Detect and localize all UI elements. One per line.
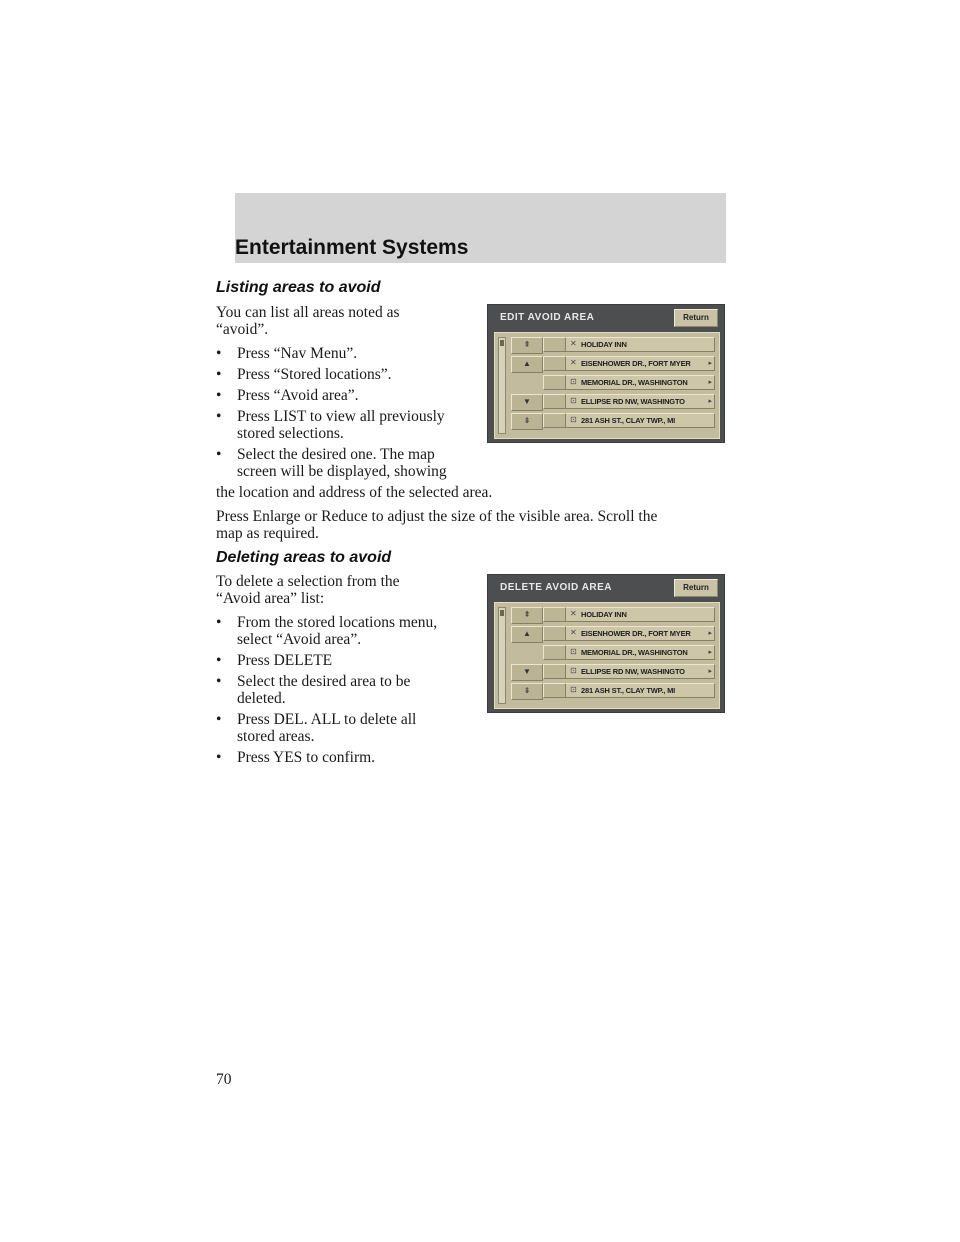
scroll-down-button[interactable]: ▼: [511, 664, 543, 681]
screen-title: EDIT AVOID AREA: [500, 312, 595, 323]
row-label: ELLIPSE RD NW, WASHINGTO: [581, 667, 685, 676]
bullet-text: Press YES to confirm.: [237, 749, 376, 766]
bullet-item: [216, 673, 437, 707]
row-select-key[interactable]: [543, 375, 566, 390]
screen-titlebar: [488, 305, 724, 331]
intro-line: You can list all areas noted as: [216, 304, 400, 321]
section1-continuation: the location and address of the selected area.: [216, 484, 493, 501]
bullet-text: Select the desired one. The map: [237, 446, 435, 463]
section-heading-listing: Listing areas to avoid: [216, 279, 381, 296]
page-header-title: Entertainment Systems: [235, 236, 469, 259]
bullet-text: screen will be displayed, showing: [237, 463, 447, 480]
bullet-item: [216, 446, 447, 480]
bullet-text: Press “Nav Menu”.: [237, 345, 358, 362]
bullet-item: [216, 749, 437, 766]
bullet-dot-icon: •: [216, 673, 222, 690]
row-select-key[interactable]: [543, 337, 566, 352]
scroll-up-button[interactable]: ▲: [511, 356, 543, 373]
bullet-text: From the stored locations menu,: [237, 614, 438, 631]
bullet-dot-icon: •: [216, 408, 222, 425]
scroll-up-button[interactable]: ▲: [511, 626, 543, 643]
area-icon: ⊡: [570, 377, 577, 386]
row-label: ELLIPSE RD NW, WASHINGTO: [581, 397, 685, 406]
avoid-icon: ✕: [570, 609, 577, 618]
scrollbar[interactable]: [498, 337, 506, 434]
screen-title: DELETE AVOID AREA: [500, 582, 613, 593]
bullet-dot-icon: •: [216, 652, 222, 669]
list-item[interactable]: [543, 413, 715, 428]
row-select-key[interactable]: [543, 413, 566, 428]
section2-intro: [216, 573, 400, 607]
bullet-item: [216, 387, 447, 404]
paragraph-line: map as required.: [216, 525, 319, 542]
page-up-button[interactable]: ⇞: [511, 607, 543, 624]
bullet-text: Press “Avoid area”.: [237, 387, 359, 404]
chevron-right-icon: ▸: [708, 379, 712, 386]
row-label: HOLIDAY INN: [581, 610, 627, 619]
bullet-dot-icon: •: [216, 749, 222, 766]
delete-avoid-area-screen: [487, 574, 725, 713]
row-select-key[interactable]: [543, 394, 566, 409]
bullet-text: deleted.: [237, 690, 286, 707]
page-down-button[interactable]: ⇟: [511, 413, 543, 430]
intro-line: To delete a selection from the: [216, 573, 400, 590]
row-label: EISENHOWER DR., FORT MYER: [581, 359, 691, 368]
bullet-dot-icon: •: [216, 345, 222, 362]
row-label: 281 ASH ST., CLAY TWP., MI: [581, 416, 675, 425]
row-label: MEMORIAL DR., WASHINGTON: [581, 648, 688, 657]
chevron-right-icon: ▸: [708, 630, 712, 637]
chevron-right-icon: ▸: [708, 649, 712, 656]
list-item[interactable]: [543, 645, 715, 660]
row-select-key[interactable]: [543, 607, 566, 622]
avoid-icon: ✕: [570, 339, 577, 348]
list-item[interactable]: [543, 394, 715, 409]
row-select-key[interactable]: [543, 626, 566, 641]
bullet-item: [216, 345, 447, 362]
bullet-item: [216, 408, 447, 442]
bullet-text: stored areas.: [237, 728, 315, 745]
row-label: HOLIDAY INN: [581, 340, 627, 349]
return-button[interactable]: Return: [674, 579, 718, 597]
scrollbar-thumb[interactable]: [500, 340, 504, 346]
row-label: MEMORIAL DR., WASHINGTON: [581, 378, 688, 387]
chevron-right-icon: ▸: [708, 668, 712, 675]
paragraph-line: Press Enlarge or Reduce to adjust the size of the visible area. Scroll the: [216, 508, 658, 525]
list-item[interactable]: [543, 356, 715, 371]
bullet-text: Select the desired area to be: [237, 673, 411, 690]
section2-bullets: [216, 614, 437, 770]
bullet-dot-icon: •: [216, 446, 222, 463]
row-label: EISENHOWER DR., FORT MYER: [581, 629, 691, 638]
bullet-dot-icon: •: [216, 387, 222, 404]
avoid-icon: ✕: [570, 358, 577, 367]
scroll-down-button[interactable]: ▼: [511, 394, 543, 411]
row-select-key[interactable]: [543, 683, 566, 698]
list-item[interactable]: [543, 664, 715, 679]
bullet-dot-icon: •: [216, 366, 222, 383]
screen-titlebar: [488, 575, 724, 601]
row-select-key[interactable]: [543, 664, 566, 679]
avoid-icon: ✕: [570, 628, 577, 637]
bullet-dot-icon: •: [216, 711, 222, 728]
list-item[interactable]: [543, 375, 715, 390]
list-item[interactable]: [543, 626, 715, 641]
area-icon: ⊡: [570, 666, 577, 675]
row-select-key[interactable]: [543, 356, 566, 371]
bullet-text: Press “Stored locations”.: [237, 366, 392, 383]
return-button[interactable]: Return: [674, 309, 718, 327]
list-item[interactable]: [543, 683, 715, 698]
scrollbar[interactable]: [498, 607, 506, 704]
chevron-right-icon: ▸: [708, 398, 712, 405]
section1-bullets: [216, 345, 447, 484]
intro-line: “avoid”.: [216, 321, 269, 338]
bullet-text: Press DELETE: [237, 652, 333, 669]
bullet-text: select “Avoid area”.: [237, 631, 362, 648]
bullet-dot-icon: •: [216, 614, 222, 631]
bullet-text: stored selections.: [237, 425, 344, 442]
list-item[interactable]: [543, 337, 715, 352]
scrollbar-thumb[interactable]: [500, 610, 504, 616]
list-panel: [494, 332, 720, 439]
bullet-item: [216, 711, 437, 745]
chevron-right-icon: ▸: [708, 360, 712, 367]
page-down-button[interactable]: ⇟: [511, 683, 543, 700]
page-number: 70: [216, 1071, 232, 1088]
list-item[interactable]: [543, 607, 715, 622]
row-select-key[interactable]: [543, 645, 566, 660]
list-panel: [494, 602, 720, 709]
section1-paragraph: [216, 508, 657, 542]
intro-line: “Avoid area” list:: [216, 590, 325, 607]
bullet-text: Press DEL. ALL to delete all: [237, 711, 417, 728]
bullet-item: [216, 614, 437, 648]
section1-intro: [216, 304, 400, 338]
area-icon: ⊡: [570, 647, 577, 656]
edit-avoid-area-screen: [487, 304, 725, 443]
bullet-text: Press LIST to view all previously: [237, 408, 445, 425]
page-up-button[interactable]: ⇞: [511, 337, 543, 354]
area-icon: ⊡: [570, 396, 577, 405]
area-icon: ⊡: [570, 415, 577, 424]
section-heading-deleting: Deleting areas to avoid: [216, 549, 392, 566]
area-icon: ⊡: [570, 685, 577, 694]
bullet-item: [216, 366, 447, 383]
row-label: 281 ASH ST., CLAY TWP., MI: [581, 686, 675, 695]
bullet-item: [216, 652, 437, 669]
